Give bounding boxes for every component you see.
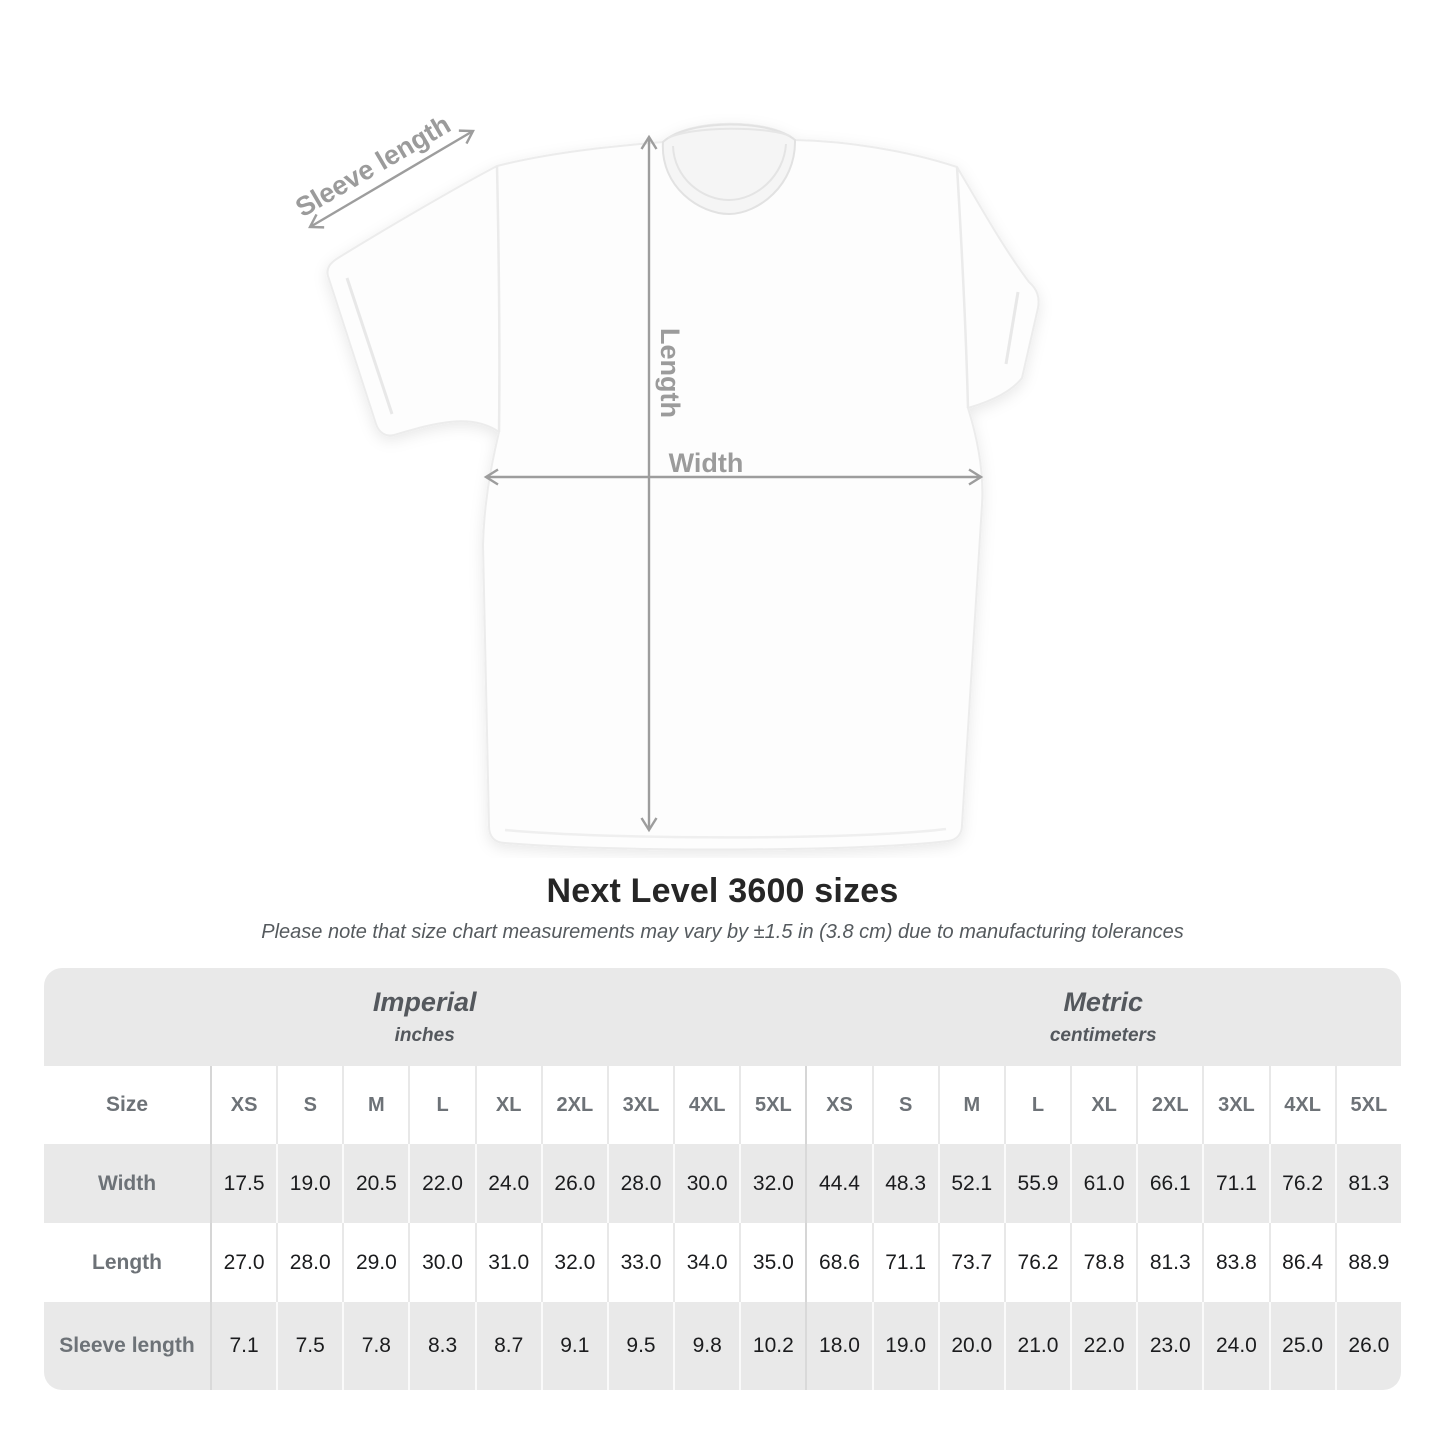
imperial-band [44,968,805,1066]
value-cell: 25.0 [1269,1302,1335,1390]
value-cell: 30.0 [408,1223,474,1302]
value-cell: 44.4 [805,1144,871,1223]
imperial-band-subtitle: inches [394,1025,455,1046]
size-col-header: S [276,1066,342,1144]
value-cell: 78.8 [1070,1223,1136,1302]
value-cell: 26.0 [541,1144,607,1223]
value-cell: 83.8 [1202,1223,1268,1302]
value-cell: 31.0 [475,1223,541,1302]
value-cell: 7.8 [342,1302,408,1390]
value-cell: 52.1 [938,1144,1004,1223]
value-cell: 32.0 [541,1223,607,1302]
value-cell: 28.0 [276,1223,342,1302]
value-cell: 19.0 [276,1144,342,1223]
metric-band [805,968,1401,1066]
metric-band-title: Metric [1063,987,1143,1017]
value-cell: 71.1 [1202,1144,1268,1223]
value-cell: 68.6 [805,1223,871,1302]
size-chart-table-container [44,968,1401,1390]
table-row [44,1302,1401,1390]
size-col-header: 4XL [1269,1066,1335,1144]
width-arrow-label: Width [668,448,744,478]
value-cell: 32.0 [739,1144,805,1223]
page-subtitle: Please note that size chart measurements may vary by ±1.5 in (3.8 cm) due to manufacturing tolerances [261,921,1184,943]
value-cell: 18.0 [805,1302,871,1390]
metric-band-subtitle: centimeters [1049,1025,1157,1046]
size-col-header: XL [475,1066,541,1144]
value-cell: 20.0 [938,1302,1004,1390]
table-row [44,1223,1401,1302]
value-cell: 34.0 [673,1223,739,1302]
page-title: Next Level 3600 sizes [546,872,899,910]
size-chart-table [44,968,1401,1390]
value-cell: 27.0 [210,1223,276,1302]
imperial-band-title: Imperial [372,987,477,1017]
size-col-header: 5XL [739,1066,805,1144]
value-cell: 33.0 [607,1223,673,1302]
size-col-header: 3XL [607,1066,673,1144]
value-cell: 22.0 [408,1144,474,1223]
table-row [44,1144,1401,1223]
value-cell: 61.0 [1070,1144,1136,1223]
value-cell: 29.0 [342,1223,408,1302]
value-cell: 8.7 [475,1302,541,1390]
value-cell: 9.8 [673,1302,739,1390]
value-cell: 28.0 [607,1144,673,1223]
heading [0,872,1445,944]
size-col-header: XS [210,1066,276,1144]
sleeve-length-arrow-label: Sleeve length [290,109,456,223]
value-cell: 24.0 [475,1144,541,1223]
size-col-header: 5XL [1335,1066,1401,1144]
value-cell: 23.0 [1136,1302,1202,1390]
size-col-header: 2XL [541,1066,607,1144]
value-cell: 55.9 [1004,1144,1070,1223]
value-cell: 76.2 [1004,1223,1070,1302]
unit-band-row [44,968,1401,1066]
size-col-header: XS [805,1066,871,1144]
size-col-header: 4XL [673,1066,739,1144]
value-cell: 26.0 [1335,1302,1401,1390]
value-cell: 24.0 [1202,1302,1268,1390]
value-cell: 19.0 [872,1302,938,1390]
value-cell: 17.5 [210,1144,276,1223]
value-cell: 22.0 [1070,1302,1136,1390]
value-cell: 66.1 [1136,1144,1202,1223]
value-cell: 10.2 [739,1302,805,1390]
value-cell: 9.5 [607,1302,673,1390]
size-col-header: L [1004,1066,1070,1144]
value-cell: 88.9 [1335,1223,1401,1302]
size-col-header: M [938,1066,1004,1144]
row-label: Length [44,1223,210,1302]
tshirt-body [327,124,1038,850]
value-cell: 76.2 [1269,1144,1335,1223]
value-cell: 20.5 [342,1144,408,1223]
size-col-header: L [408,1066,474,1144]
value-cell: 71.1 [872,1223,938,1302]
value-cell: 73.7 [938,1223,1004,1302]
size-col-header: 3XL [1202,1066,1268,1144]
value-cell: 30.0 [673,1144,739,1223]
value-cell: 35.0 [739,1223,805,1302]
table-body [44,1144,1401,1390]
size-header-label: Size [44,1066,210,1144]
size-col-header: M [342,1066,408,1144]
value-cell: 86.4 [1269,1223,1335,1302]
length-arrow-label: Length [655,328,685,418]
row-label: Width [44,1144,210,1223]
value-cell: 48.3 [872,1144,938,1223]
row-label: Sleeve length [44,1302,210,1390]
size-col-header: S [872,1066,938,1144]
value-cell: 7.5 [276,1302,342,1390]
value-cell: 9.1 [541,1302,607,1390]
value-cell: 81.3 [1335,1144,1401,1223]
size-col-header: XL [1070,1066,1136,1144]
size-header-row [44,1066,1401,1144]
value-cell: 7.1 [210,1302,276,1390]
value-cell: 81.3 [1136,1223,1202,1302]
value-cell: 8.3 [408,1302,474,1390]
value-cell: 21.0 [1004,1302,1070,1390]
size-col-header: 2XL [1136,1066,1202,1144]
